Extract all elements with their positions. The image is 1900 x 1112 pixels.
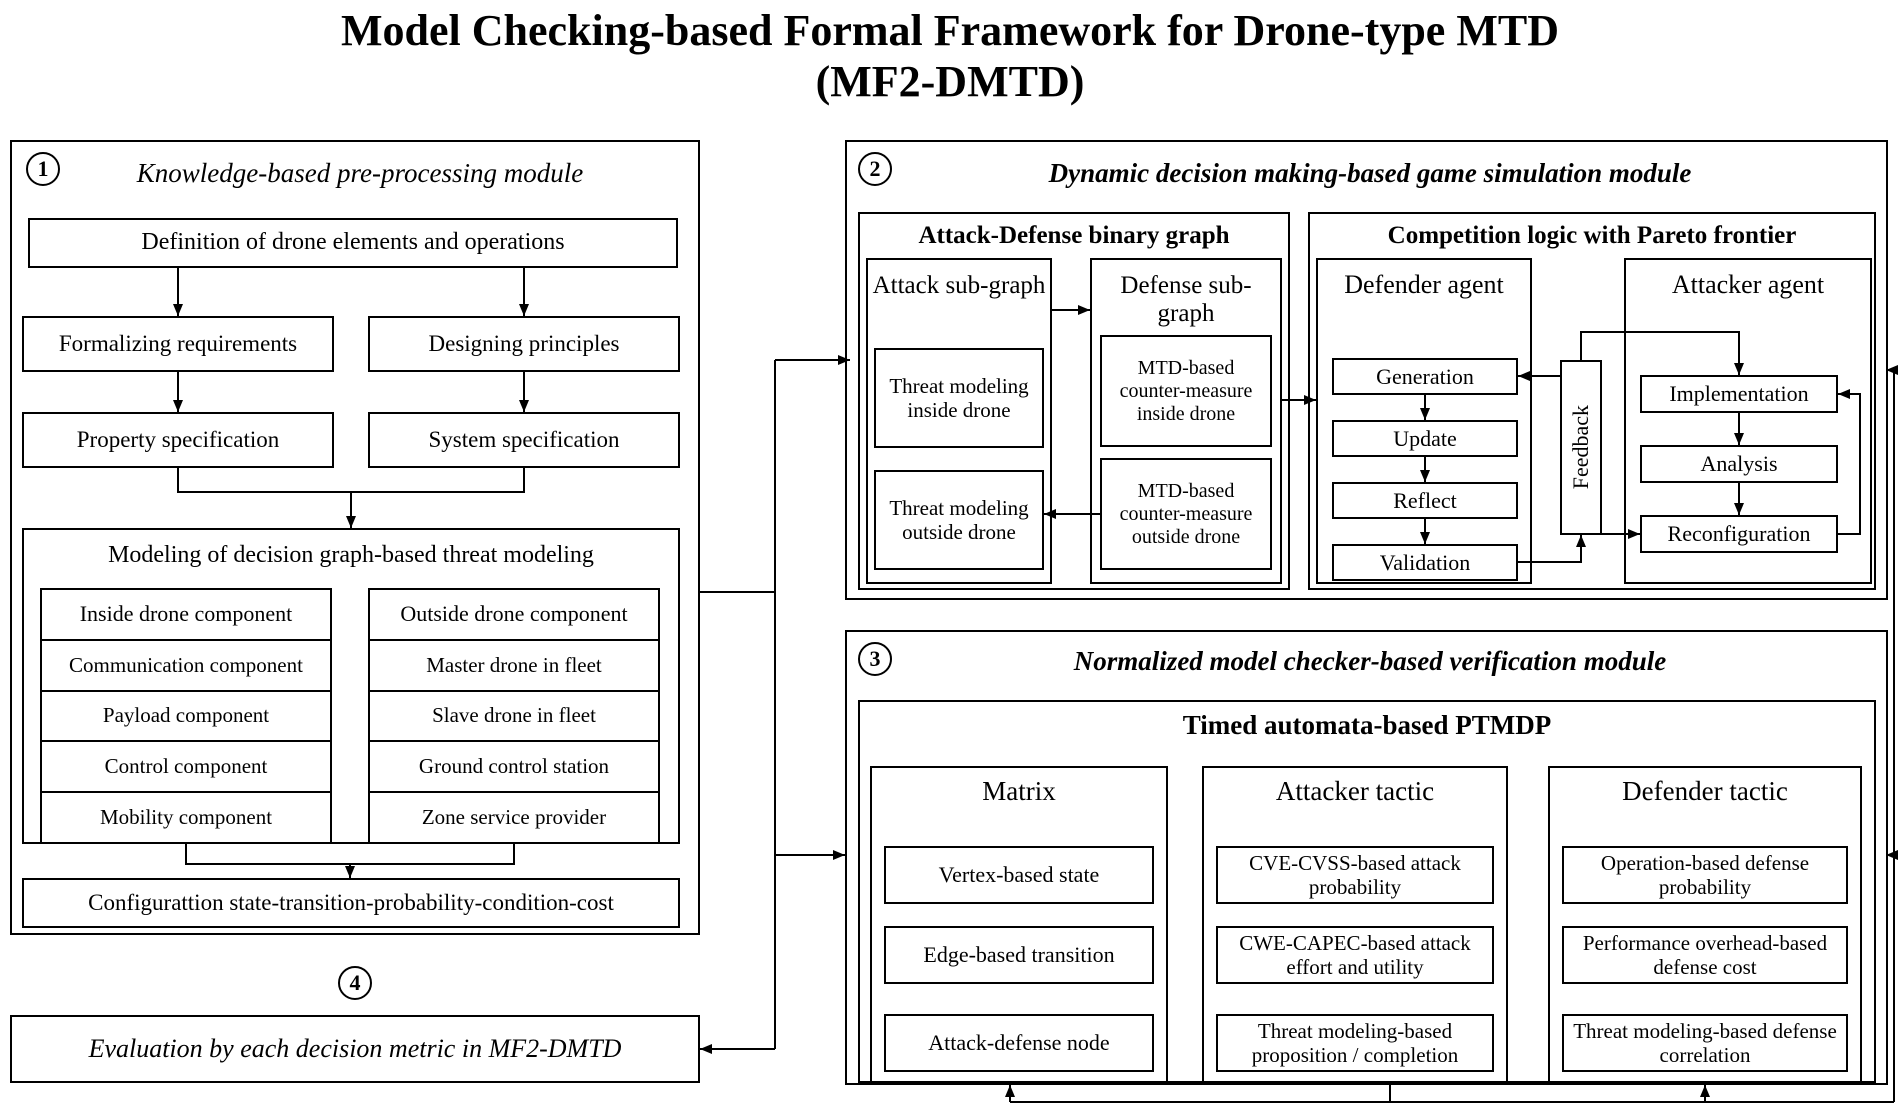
inside-drone-column [40,588,332,844]
module4-number-badge: 4 [338,966,372,1000]
feedback-box [1560,360,1602,535]
payload-row: Payload component [42,690,330,741]
analysis-box: Analysis [1640,445,1838,483]
attacker-tactic-column-title: Attacker tactic [1275,776,1435,806]
binary-graph-heading: Attack-Defense binary graph [918,222,1230,249]
system-specification-box: System specification [368,412,680,468]
outside-drone-row: Outside drone component [400,601,628,627]
master-drone-row: Master drone in fleet [370,639,658,690]
reflect-box: Reflect [1332,482,1518,519]
defender-agent-title: Defender agent [1344,270,1504,299]
mtd-counter-measure-outside-box: MTD-based counter-measure outside drone [1100,458,1272,570]
formalizing-requirements-box: Formalizing requirements [22,316,334,372]
competition-logic-heading: Competition logic with Pareto frontier [1387,222,1797,249]
matrix-column-title: Matrix [982,776,1056,806]
module2-heading: Dynamic decision making-based game simulation module [1048,158,1692,188]
ground-control-row: Ground control station [370,740,658,791]
communication-row: Communication component [42,639,330,690]
threat-modeling-inside-box: Threat modeling inside drone [874,348,1044,448]
module1-heading: Knowledge-based pre-processing module [136,158,584,188]
zone-service-row: Zone service provider [370,791,658,842]
reconfiguration-box: Reconfiguration [1640,515,1838,553]
validation-box: Validation [1332,544,1518,581]
performance-defense-cost-box: Performance overhead-based defense cost [1562,926,1848,984]
vertex-based-state-box: Vertex-based state [884,846,1154,904]
attack-subgraph-title: Attack sub-graph [872,272,1046,299]
evaluation-box: Evaluation by each decision metric in MF2-DMTD [10,1015,700,1083]
module1-number-badge: 1 [26,152,60,186]
configuration-box: Configurattion state-transition-probability-condition-cost [22,878,680,928]
edge-based-transition-box: Edge-based transition [884,926,1154,984]
threat-modeling-heading: Modeling of decision graph-based threat modeling [108,542,594,568]
figure-title [0,6,1900,107]
definition-box: Definition of drone elements and operations [28,218,678,268]
slave-drone-row: Slave drone in fleet [370,690,658,741]
attack-defense-node-box: Attack-defense node [884,1014,1154,1072]
cwe-capec-box: CWE-CAPEC-based attack effort and utility [1216,926,1494,984]
control-row: Control component [42,740,330,791]
generation-box: Generation [1332,358,1518,395]
update-box: Update [1332,420,1518,457]
property-specification-box: Property specification [22,412,334,468]
attacker-agent-title: Attacker agent [1671,270,1825,299]
module2-number-badge: 2 [858,152,892,186]
mobility-row: Mobility component [42,791,330,842]
defender-tactic-column-title: Defender tactic [1622,776,1788,806]
operation-defense-probability-box: Operation-based defense probability [1562,846,1848,904]
feedback-label: Feedback [1568,405,1594,490]
module3-number-badge: 3 [858,642,892,676]
module3-heading: Normalized model checker-based verification module [1073,646,1667,676]
figure-title-line1: Model Checking-based Formal Framework for Drone-type MTD [341,6,1559,55]
threat-proposition-box: Threat modeling-based proposition / completion [1216,1014,1494,1072]
defense-subgraph-title: Defense sub-graph [1120,272,1252,327]
designing-principles-box: Designing principles [368,316,680,372]
threat-modeling-outside-box: Threat modeling outside drone [874,470,1044,570]
threat-defense-correlation-box: Threat modeling-based defense correlation [1562,1014,1848,1072]
figure-title-line2: (MF2-DMTD) [815,56,1085,106]
outside-drone-column [368,588,660,844]
implementation-box: Implementation [1640,375,1838,413]
mtd-counter-measure-inside-box: MTD-based counter-measure inside drone [1100,335,1272,447]
inside-drone-row: Inside drone component [79,601,293,627]
ptmdp-heading: Timed automata-based PTMDP [1182,710,1552,740]
cve-cvss-box: CVE-CVSS-based attack probability [1216,846,1494,904]
